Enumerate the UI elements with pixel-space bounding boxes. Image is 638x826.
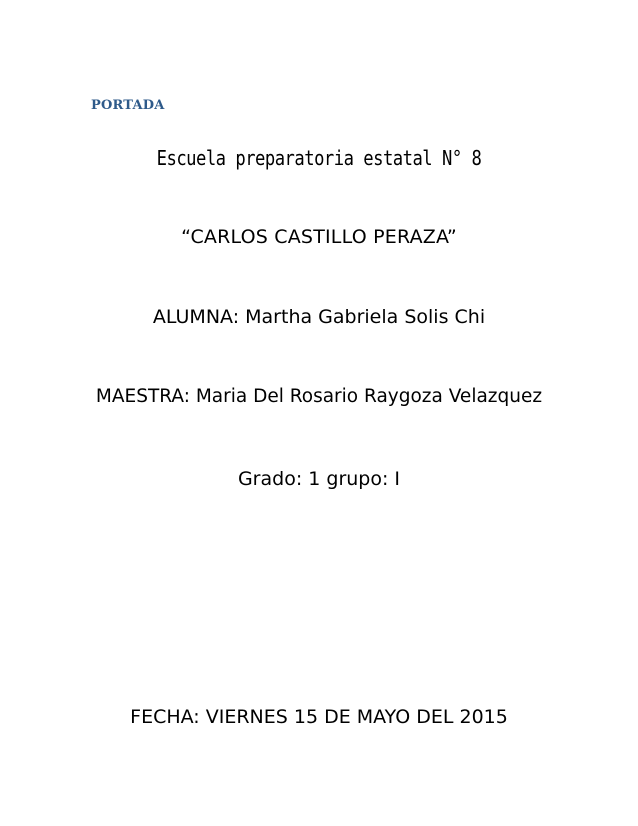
date-line: FECHA: VIERNES 15 DE MAYO DEL 2015 (130, 706, 508, 728)
student-line: ALUMNA: Martha Gabriela Solis Chi (152, 306, 486, 328)
grade-group-line: Grado: 1 grupo: I (237, 468, 401, 490)
teacher-line: MAESTRA: Maria Del Rosario Raygoza Velazquez (95, 386, 543, 407)
school-title: “CARLOS CASTILLO PERAZA” (181, 226, 457, 248)
school-name: Escuela preparatoria estatal N° 8 (156, 146, 482, 170)
section-heading: PORTADA (91, 98, 165, 113)
